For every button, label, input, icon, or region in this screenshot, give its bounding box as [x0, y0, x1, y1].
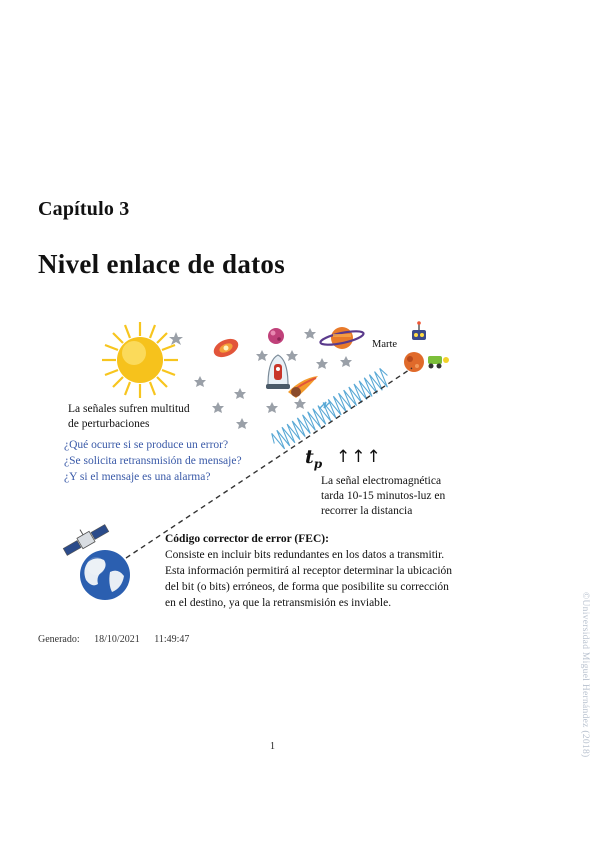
signal-note-line-2: tarda 10-15 minutos-luz en: [321, 490, 446, 502]
rocket-icon: [266, 355, 290, 389]
question-1: ¿Qué ocurre si se produce un error?: [64, 439, 229, 451]
comet-icon: [288, 376, 318, 398]
generated-time: 11:49:47: [154, 634, 190, 645]
chapter-label: Capítulo 3: [38, 198, 130, 220]
sun-icon: [102, 322, 178, 398]
fec-title: Código corrector de error (FEC):: [165, 533, 329, 545]
signal-note-line-1: La señal electromagnética: [321, 475, 442, 487]
fec-body-line-3: del bit (o bits) erróneos, de forma que posibilite su corrección: [165, 581, 449, 593]
fec-body-line-1: Consiste en incluir bits redundantes en los datos a transmitir.: [165, 549, 445, 561]
question-2: ¿Se solicita retransmisión de mensaje?: [64, 455, 242, 467]
copyright-watermark: ©Universidad Miguel Hernández (2018): [580, 592, 590, 758]
generated-label: Generado:: [38, 634, 80, 645]
perturbation-line-1: La señales sufren multitud: [68, 403, 190, 415]
galaxy-icon: [211, 335, 241, 360]
page-number: 1: [270, 741, 275, 752]
generated-info: [38, 634, 201, 645]
lightning-icon: [320, 402, 330, 408]
planet-icon: [268, 328, 284, 344]
earth-icon: [80, 550, 130, 600]
question-3: ¿Y si el mensaje es una alarma?: [64, 471, 211, 483]
fec-body-line-2: Esta información permitirá al receptor determinar la ubicación: [165, 565, 453, 577]
perturbation-line-2: de perturbaciones: [68, 418, 150, 430]
propagation-time-label: $t_p$: [305, 446, 323, 471]
generated-date: 18/10/2021: [94, 634, 140, 645]
chapter-title: Nivel enlace de datos: [38, 249, 286, 279]
saturn-icon: [319, 327, 364, 349]
signal-note-line-3: recorrer la distancia: [321, 505, 413, 517]
mars-label: Marte: [372, 339, 398, 350]
mars-icon: [404, 352, 424, 372]
fec-body-line-4: en el destino, ya que la retransmisión es inviable.: [165, 597, 392, 609]
up-arrows-icon: ↑↑↑: [336, 447, 382, 467]
